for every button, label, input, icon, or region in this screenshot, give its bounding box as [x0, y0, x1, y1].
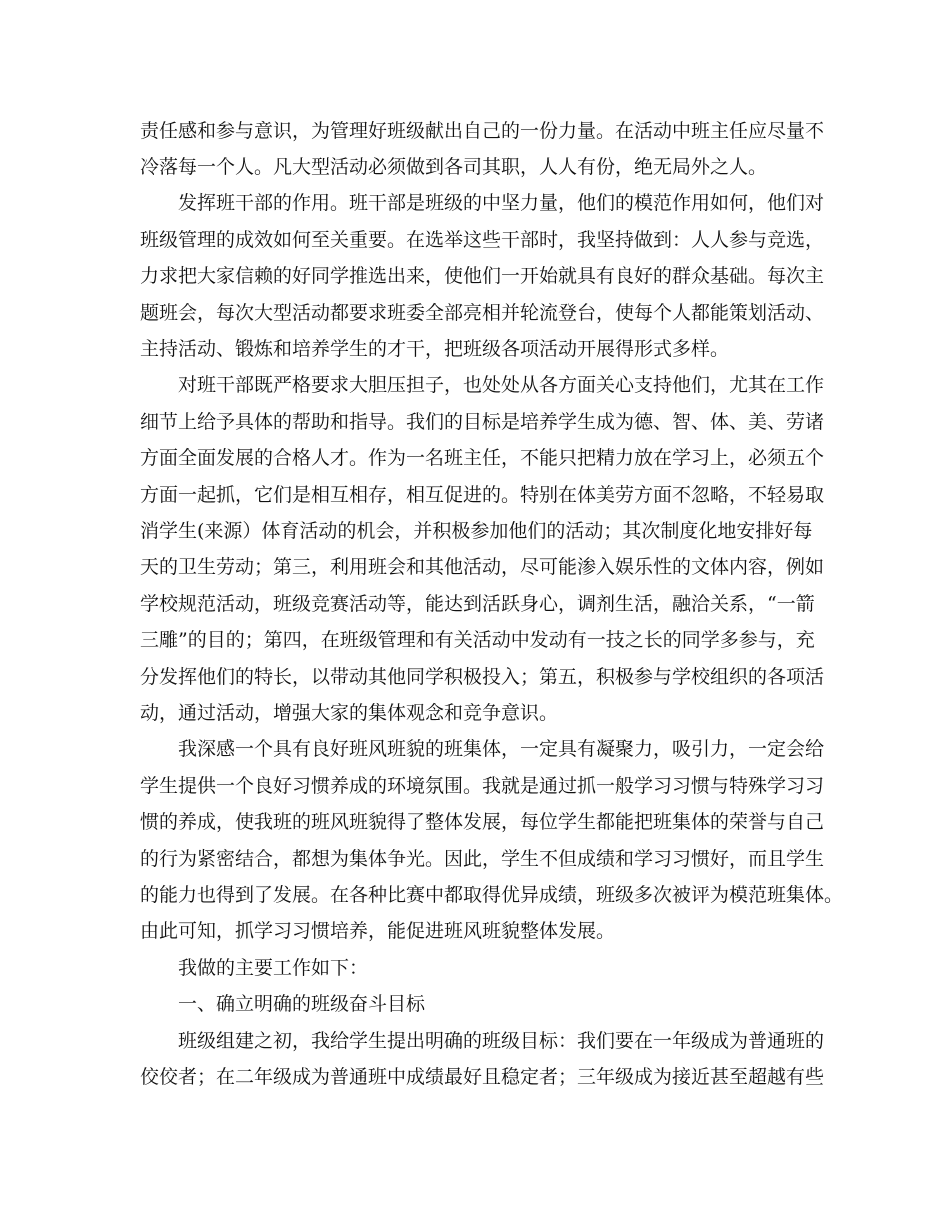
text-line: 三雕”的目的；第四，在班级管理和有关活动中发动有一技之长的同学多参与，充 — [140, 629, 815, 651]
text-line: 班级组建之初，我给学生提出明确的班级目标：我们要在一年级成为普通班的 — [140, 1030, 825, 1052]
text-line: 细节上给予具体的帮助和指导。我们的目标是培养学生成为德、智、体、美、劳诸 — [140, 411, 825, 433]
text-line: 天的卫生劳动；第三，利用班会和其他活动，尽可能渗入娱乐性的文体内容，例如 — [140, 556, 825, 578]
text-line: 消学生(来源）体育活动的机会，并积极参加他们的活动；其次制度化地安排好每 — [140, 520, 813, 542]
text-line: 一、确立明确的班级奋斗目标 — [140, 993, 426, 1015]
text-line: 动，通过活动，增强大家的集体观念和竞争意识。 — [140, 702, 559, 724]
text-line: 发挥班干部的作用。班干部是班级的中坚力量，他们的模范作用如何，他们对 — [140, 192, 825, 214]
text-line: 主持活动、锻炼和培养学生的才干，把班级各项活动开展得形式多样。 — [140, 338, 730, 360]
text-line: 我深感一个具有良好班风班貌的班集体，一定具有凝聚力，吸引力，一定会给 — [140, 738, 825, 760]
text-line: 学校规范活动，班级竞赛活动等，能达到活跃身心，调剂生活，融洽关系，“一箭 — [140, 593, 815, 615]
text-line: 惯的养成，使我班的班风班貌得了整体发展，每位学生都能把班集体的荣誉与自己 — [140, 811, 825, 833]
text-line: 方面全面发展的合格人才。作为一名班主任，不能只把精力放在学习上，必须五个 — [140, 447, 825, 469]
text-line: 班级管理的成效如何至关重要。在选举这些干部时，我坚持做到：人人参与竞选， — [140, 229, 825, 251]
text-line: 由此可知，抓学习习惯培养，能促进班风班貌整体发展。 — [140, 920, 616, 942]
text-line: 方面一起抓，它们是相互相存，相互促进的。特别在体美劳方面不忽略，不轻易取 — [140, 484, 825, 506]
text-line: 对班干部既严格要求大胆压担子，也处处从各方面关心支持他们，尤其在工作 — [140, 374, 825, 396]
text-line: 的能力也得到了发展。在各种比赛中都取得优异成绩，班级多次被评为模范班集体。 — [140, 884, 844, 906]
text-line: 我做的主要工作如下： — [140, 957, 369, 979]
text-line: 力求把大家信赖的好同学推选出来，使他们一开始就具有良好的群众基础。每次主 — [140, 265, 825, 287]
text-line: 学生提供一个良好习惯养成的环境氛围。我就是通过抓一般学习习惯与特殊学习习 — [140, 775, 825, 797]
text-line: 佼佼者；在二年级成为普通班中成绩最好且稳定者；三年级成为接近甚至超越有些 — [140, 1066, 825, 1088]
text-line: 冷落每一个人。凡大型活动必须做到各司其职，人人有份，绝无局外之人。 — [140, 156, 768, 178]
text-line: 分发挥他们的特长，以带动其他同学积极投入；第五，积极参与学校组织的各项活 — [140, 666, 825, 688]
text-line: 责任感和参与意识，为管理好班级献出自己的一份力量。在活动中班主任应尽量不 — [140, 120, 825, 142]
text-line: 题班会，每次大型活动都要求班委全部亮相并轮流登台，使每个人都能策划活动、 — [140, 302, 825, 324]
text-line: 的行为紧密结合，都想为集体争光。因此，学生不但成绩和学习习惯好，而且学生 — [140, 848, 825, 870]
